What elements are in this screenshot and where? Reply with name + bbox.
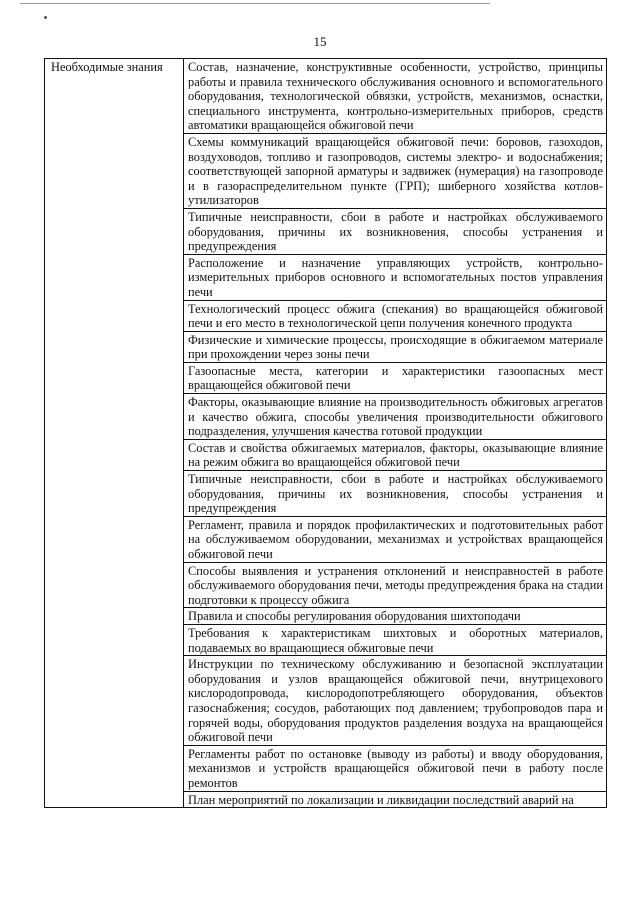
requirement-cell: Типичные неисправности, сбои в работе и настройках обслуживаемого оборудования, причины их возникновения, способы устранения и предупреждения [184, 208, 607, 254]
scan-top-rule [20, 3, 490, 4]
requirement-cell: Технологический процесс обжига (спекания) во вращающейся обжиговой печи и его место в технологической цепи получения конечного продукта [184, 300, 607, 331]
table-row [45, 59, 607, 134]
competency-table [44, 58, 607, 808]
page-number: 15 [313, 34, 327, 49]
requirement-cell: Состав и свойства обжигаемых материалов, факторы, оказывающие влияние на режим обжига во вращающейся обжиговой печи [184, 439, 607, 470]
requirement-cell: Факторы, оказывающие влияние на производительность обжиговых агрегатов и качество обжига, способы увеличения производительности обжигового подразделения, улучшения качества готовой продукции [184, 394, 607, 440]
requirement-cell: Схемы коммуникаций вращающейся обжиговой печи: боровов, газоходов, воздуховодов, топливо и газопроводов, системы электро- и водоснабжения; соответствующей запорной арматуры и задвижек (нумерация) на газопроводе и в газораспределительном пункте (ГРП); шиберного хозяйства котлов-утилизаторов [184, 133, 607, 208]
requirement-cell: Инструкции по техническому обслуживанию и безопасной эксплуатации оборудования и узлов вращающейся обжиговой печи, внутрицехового кислородопровода, кислородопотребляющего оборудования, объектов газоснабжения; сосудов, работающих под давлением; трубопроводов пара и горячей воды, оборудования продуктов разделения воздуха на вращающейся обжиговой печи [184, 656, 607, 746]
requirement-cell: Физические и химические процессы, происходящие в обжигаемом материале при прохождении через зоны печи [184, 331, 607, 362]
requirement-cell: Регламент, правила и порядок профилактических и подготовительных работ на обслуживаемом оборудовании, механизмах и устройствах вращающейся обжиговой печи [184, 516, 607, 562]
requirement-cell: План мероприятий по локализации и ликвидации последствий аварий на [184, 791, 607, 808]
section-label: Необходимые знания [51, 60, 163, 74]
requirement-cell: Правила и способы регулирования оборудования шихтоподачи [184, 608, 607, 625]
requirement-cell: Расположение и назначение управляющих устройств, контрольно-измерительных приборов основного и вспомогательных постов управления печи [184, 254, 607, 300]
competency-table-body [45, 59, 607, 808]
requirement-cell: Газоопасные места, категории и характеристики газоопасных мест вращающейся обжиговой печи [184, 362, 607, 393]
requirement-cell: Требования к характеристикам шихтовых и оборотных материалов, подаваемых во вращающиеся обжиговые печи [184, 624, 607, 655]
section-label-cell [45, 59, 184, 808]
requirement-cell: Способы выявления и устранения отклонений и неисправностей в работе обслуживаемого оборудования печи, методы предупреждения брака на стадии подготовки к процессу обжига [184, 562, 607, 608]
requirement-cell: Состав, назначение, конструктивные особенности, устройство, принципы работы и правила технического обслуживания основного и вспомогательного оборудования, технологической обвязки, устройств, механизмов, оснастки, специального инструмента, контрольно-измерительных приборов, средств автоматики вращающейся обжиговой печи [184, 59, 607, 134]
requirement-cell: Регламенты работ по остановке (выводу из работы) и вводу оборудования, механизмов и устройств вращающейся обжиговой печи в работу после ремонтов [184, 745, 607, 791]
requirement-cell: Типичные неисправности, сбои в работе и настройках обслуживаемого оборудования, причины их возникновения, способы устранения и предупреждения [184, 471, 607, 517]
scan-mark [44, 16, 47, 19]
